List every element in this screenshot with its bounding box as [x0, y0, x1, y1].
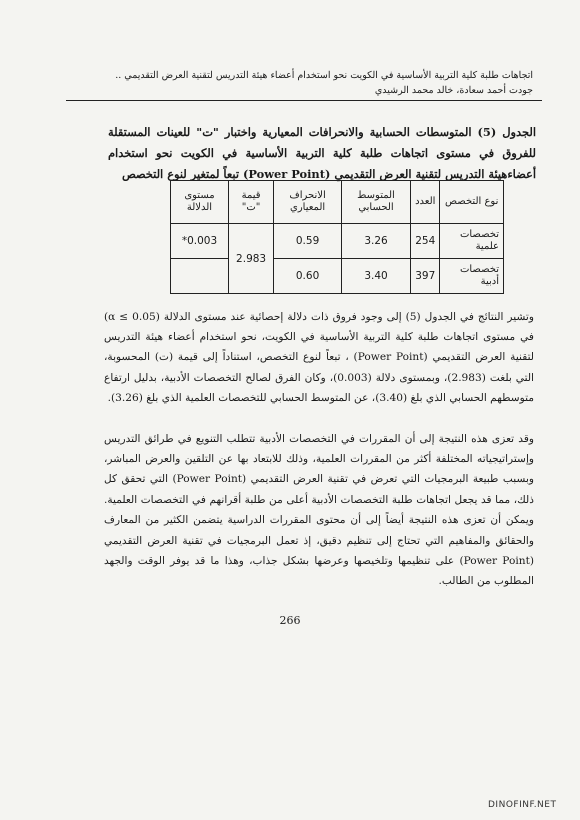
table-header-row	[171, 181, 504, 224]
header-rule	[66, 100, 542, 101]
table-row	[171, 259, 504, 294]
cell-sd-literary: 0.60	[274, 259, 342, 294]
header-t-value: قيمة "ت"	[228, 181, 273, 224]
cell-type-scientific: تخصصات علمية	[440, 224, 504, 259]
cell-t-value: 2.983	[228, 224, 273, 294]
running-header-title: اتجاهات طلبة كلية التربية الأساسية في الكويت نحو استخدام أعضاء هيئة التدريس لتقنية العرض التقديمي ..	[115, 70, 533, 81]
cell-count-scientific: 254	[411, 224, 440, 259]
cell-type-literary: تخصصات أدبية	[440, 259, 504, 294]
cell-mean-scientific: 3.26	[341, 224, 410, 259]
header-significance: مستوى الدلالة	[171, 181, 229, 224]
page-number: 266	[279, 614, 301, 627]
running-header	[78, 68, 533, 98]
cell-mean-literary: 3.40	[341, 259, 410, 294]
table-row	[171, 224, 504, 259]
header-std-dev: الانحراف المعياري	[274, 181, 342, 224]
cell-significance: 0.003*	[171, 224, 229, 259]
results-table	[170, 180, 504, 294]
header-count: العدد	[411, 181, 440, 224]
running-header-authors: جودت أحمد سعادة، خالد محمد الرشيدي	[374, 85, 533, 96]
paragraph-discussion: وقد تعزى هذه النتيجة إلى أن المقررات في التخصصات الأدبية تتطلب التنويع في طرائق التدريس وإستراتيجياته المختلفة أكثر من المقررات العلمية، وذلك للابتعاد بها عن التلقين والعرض المباشر، وبسبب طبيعة البرمجيات التي تعرض في تقنية العرض التقديمي (Power Point) التي تحقق كل ذلك، مما قد يجعل اتجاهات طلبة التخصصات الأدبية أعلى من طلبة أقرانهم في التخصصات العلمية. ويمكن أن تعزى هذه النتيجة أيضاً إلى أن محتوى المقررات الدراسية يتضمن الكثير من المعارف والحقائق والمفاهيم التي تحتاج إلى تنظيم دقيق، إذ تعمل البرمجيات في تقنية العرض التقديمي (Power Point) على تنظيمها وتلخيصها وعرضها بشكل جذاب، وهذا ما قد يوفر الوقت والجهد المطلوب من الطالب.	[104, 432, 535, 588]
table-caption: الجدول (5) المتوسطات الحسابية والانحرافات المعيارية واختبار "ت" للعينات المستقلة للفروق في مستوى اتجاهات طلبة كلية التربية الأساسية في الكويت نحو استخدام أعضاءهيئة التدريس لتقنية العرض التقديمي (Power Point) تبعاً لمتغير لنوع التخصص	[108, 125, 536, 181]
header-mean: المتوسط الحسابي	[341, 181, 410, 224]
paragraph-results: وتشير النتائج في الجدول (5) إلى وجود فروق ذات دلالة إحصائية عند مستوى الدلالة (α ≤ 0.05) في مستوى اتجاهات طلبة كلية التربية الأساسية في الكويت، نحو استخدام أعضاء هيئة التدريس لتقنية العرض التقديمي (Power Point) ، تبعاً لنوع التخصص، استناداً إلى قيمة (ت) المحسوبة، التي بلغت (2.983)، وبمستوى دلالة (0.003)، وكان الفرق لصالح التخصصات الأدبية، بدليل ارتفاع متوسطهم الحسابي الذي بلغ (3.40)، عن المتوسط الحسابي للتخصصات العلمية الذي بلغ (3.26).	[104, 310, 535, 405]
header-specialization-type: نوع التخصص	[440, 181, 504, 224]
watermark-text: DINOFINF.NET	[488, 800, 557, 810]
cell-significance-empty	[171, 259, 229, 294]
cell-count-literary: 397	[411, 259, 440, 294]
cell-sd-scientific: 0.59	[274, 224, 342, 259]
